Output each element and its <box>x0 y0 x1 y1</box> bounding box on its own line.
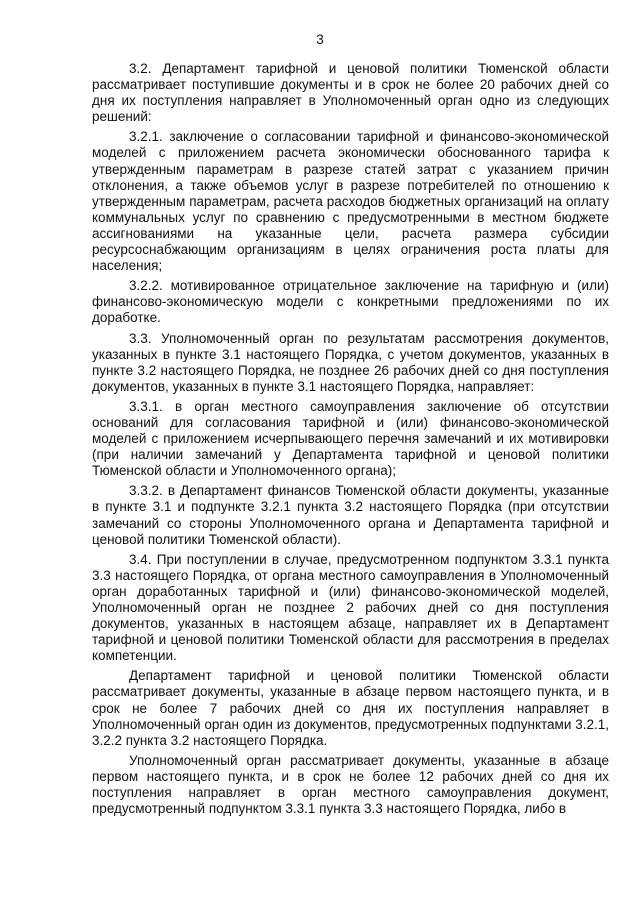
paragraph-3-2-1: 3.2.1. заключение о согласовании тарифной и финансово-экономической моделей с приложением расчета экономически обоснованного тарифа к утвержденным параметрам в разрезе статей затрат с указанием причин отклонения, а также объемов услуг в разрезе потребителей по отношению к утвержденным параметрам, расчета расходов бюджетных организаций на оплату коммунальных услуг по сравнению с предусмотренными в местном бюджете ассигнованиями на указанные цели, расчета размера субсидии ресурсоснабжающим организациям в целях ограничения роста платы для населения; <box>92 129 609 274</box>
document-body <box>92 61 609 821</box>
paragraph-3-4: 3.4. При поступлении в случае, предусмотренном подпунктом 3.3.1 пункта 3.3 настоящего Порядка, от органа местного самоуправления в Уполномоченный орган доработанных тарифной и (или) финансово-экономической моделей, Уполномоченный орган не позднее 2 рабочих дней со дня поступления документов, указанных в настоящем абзаце, направляет их в Департамент тарифной и ценовой политики Тюменской области для рассмотрения в пределах компетенции. <box>92 551 609 664</box>
paragraph-3-4-third: Уполномоченный орган рассматривает документы, указанные в абзаце первом настоящего пункта, и в срок не более 12 рабочих дней со дня их поступления направляет в орган местного самоуправления документ, предусмотренный подпунктом 3.3.1 пункта 3.3 настоящего Порядка, либо в <box>92 752 609 817</box>
paragraph-3-2-2: 3.2.2. мотивированное отрицательное заключение на тарифную и (или) финансово-экономическую модели с конкретными предложениями по их доработке. <box>92 278 609 326</box>
paragraph-3-3-1: 3.3.1. в орган местного самоуправления заключение об отсутствии оснований для согласования тарифной и (или) финансово-экономической моделей с приложением исчерпывающего перечня замечаний и их мотивировки (при наличии замечаний у Департамента тарифной и ценовой политики Тюменской области и Уполномоченного органа); <box>92 398 609 479</box>
page-number: 3 <box>316 32 324 47</box>
paragraph-3-2: 3.2. Департамент тарифной и ценовой политики Тюменской области рассматривает поступившие документы и в срок не более 20 рабочих дней со дня их поступления направляет в Уполномоченный орган одно из следующих решений: <box>92 61 609 125</box>
paragraph-3-3-2: 3.3.2. в Департамент финансов Тюменской области документы, указанные в пункте 3.1 и подпункте 3.2.1 пункта 3.2 настоящего Порядка (при отсутствии замечаний со стороны Уполномоченного органа и Департамента тарифной и ценовой политики Тюменской области). <box>92 483 609 547</box>
paragraph-3-3: 3.3. Уполномоченный орган по результатам рассмотрения документов, указанных в пункте 3.1 настоящего Порядка, с учетом документов, указанных в пункте 3.2 настоящего Порядка, не позднее 26 рабочих дней со дня поступления документов, указанных в пункте 3.1 настоящего Порядка, направляет: <box>92 330 609 394</box>
paragraph-3-4-second: Департамент тарифной и ценовой политики Тюменской области рассматривает документы, указанные в абзаце первом настоящего пункта, и в срок не более 7 рабочих дней со дня их поступления направляет в Уполномоченный орган один из документов, предусмотренных подпунктами 3.2.1, 3.2.2 пункта 3.2 настоящего Порядка. <box>92 668 609 748</box>
